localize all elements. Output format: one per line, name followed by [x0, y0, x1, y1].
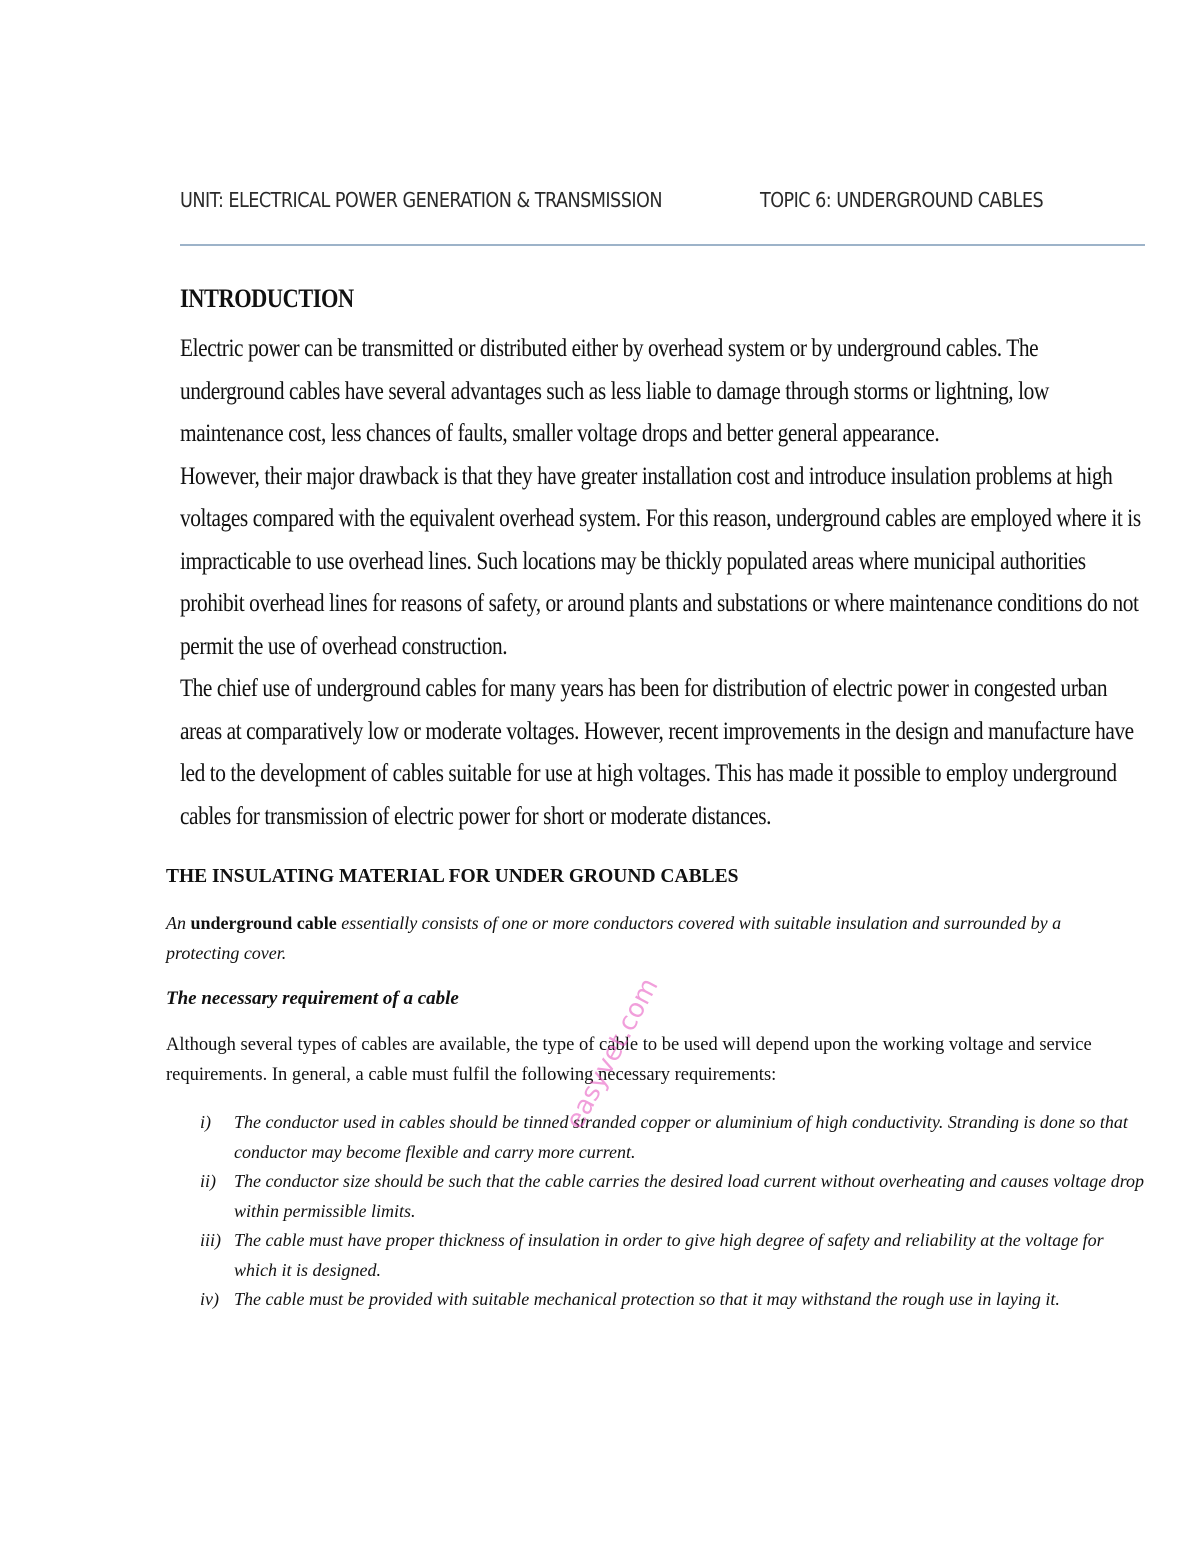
list-item-text: The conductor used in cables should be tinned stranded copper or aluminium of high conductivity. Stranding is done so that conductor may become flexible and carry more current.: [234, 1112, 1128, 1162]
cable-definition: [166, 908, 1126, 968]
list-item: [166, 1108, 1149, 1167]
list-marker: i): [200, 1112, 211, 1132]
insulating-title: THE INSULATING MATERIAL FOR UNDER GROUND CABLES: [166, 866, 739, 887]
watermark: easyvet.com: [560, 973, 665, 1135]
definition-lead: An: [166, 913, 191, 933]
header-topic: TOPIC 6: UNDERGROUND CABLES: [760, 188, 1044, 212]
list-marker: iv): [200, 1289, 219, 1309]
header-unit: UNIT: ELECTRICAL POWER GENERATION & TRANSMISSION: [180, 188, 662, 212]
introduction-paragraph: The chief use of underground cables for many years has been for distribution of electric power in congested urban areas at comparatively low or moderate voltages. However, recent improvements in the design and manufacture have led to the development of cables suitable for use at high voltages. This has made it possible to employ underground cables for transmission of electric power for short or moderate distances.: [180, 675, 1134, 830]
definition-rest: essentially consists of one or more conductors covered with suitable insulation and surrounded by a protecting cover.: [166, 913, 1062, 963]
requirements-list: [166, 1108, 1156, 1315]
list-item: [166, 1226, 1149, 1285]
definition-term: underground cable: [190, 913, 337, 933]
list-item-text: The cable must be provided with suitable mechanical protection so that it may withstand the rough use in laying it.: [234, 1289, 1060, 1309]
introduction-title: INTRODUCTION: [180, 284, 354, 313]
list-marker: ii): [200, 1171, 216, 1191]
introduction-paragraph: Electric power can be transmitted or distributed either by overhead system or by underground cables. The underground cables have several advantages such as less liable to damage through storms or lightning, low maintenance cost, less chances of faults, smaller voltage drops and better general appearance.: [180, 335, 1049, 447]
introduction-paragraph: However, their major drawback is that they have greater installation cost and introduce insulation problems at high voltages compared with the equivalent overhead system. For this reason, underground cables are employed where it is impracticable to use overhead lines. Such locations may be thickly populated areas where municipal authorities prohibit overhead lines for reasons of safety, or around plants and substations or where maintenance conditions do not permit the use of overhead construction.: [180, 462, 1141, 660]
insulating-material-section: [166, 866, 1156, 1315]
list-item: [166, 1285, 1149, 1315]
requirement-intro: Although several types of cables are available, the type of cable to be used will depend upon the working voltage and service requirements. In general, a cable must fulfil the following necessary requirements:: [166, 1035, 1092, 1085]
introduction-section: [180, 284, 1170, 838]
list-item-text: The cable must have proper thickness of insulation in order to give high degree of safety and reliability at the voltage for which it is designed.: [234, 1230, 1104, 1280]
list-marker: iii): [200, 1230, 221, 1250]
requirement-heading: The necessary requirement of a cable: [166, 988, 459, 1009]
list-item-text: The conductor size should be such that the cable carries the desired load current without overheating and causes voltage drop within permissible limits.: [234, 1171, 1145, 1221]
list-item: [166, 1167, 1149, 1226]
page-header: [180, 182, 1145, 246]
